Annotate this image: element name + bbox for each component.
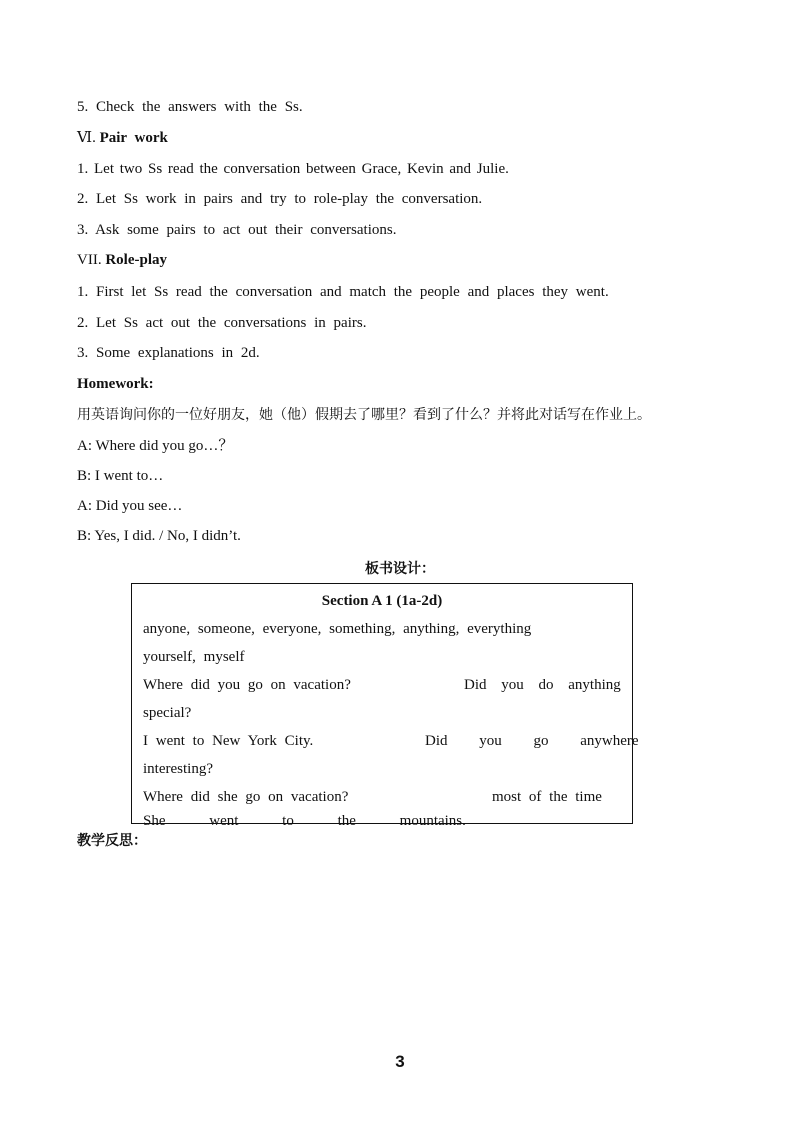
teaching-reflection-heading: 教学反思： [77,833,147,849]
board-row-right: Did you do anything [464,677,621,693]
board-row: I went to New York City. [143,733,314,749]
instruction-line: 2. Let Ss act out the conversations in pairs. [77,315,367,331]
board-row-clipped: She went to the mountains. [143,813,466,829]
board-row-right: most of the time [492,789,602,805]
section-number: VII. [77,252,102,268]
section-heading-pair-work [77,129,168,147]
instruction-line: 1. First let Ss read the conversation and match the people and places they went. [77,284,609,300]
homework-heading: Homework: [77,376,154,392]
board-row: interesting? [143,761,213,777]
section-heading-role-play [77,251,167,269]
board-row: special? [143,705,192,721]
section-title: Pair work [99,130,168,146]
instruction-line: 3. Ask some pairs to act out their conversations. [77,222,397,238]
board-row: yourself, myself [143,649,245,665]
board-row-right: Did you go anywhere [425,733,639,749]
homework-instruction: 用英语询问你的一位好朋友，她（他）假期去了哪里？看到了什么？并将此对话写在作业上。 [77,407,651,423]
instruction-line: 5. Check the answers with the Ss. [77,99,303,115]
instruction-line: 3. Some explanations in 2d. [77,345,260,361]
dialogue-line: A: Where did you go…？ [77,438,234,454]
dialogue-line: B: I went to… [77,468,164,484]
section-number: Ⅵ. [77,130,96,146]
dialogue-line: A: Did you see… [77,498,183,514]
board-row: anyone, someone, everyone, something, anything, everything [143,621,532,637]
page-number: 3 [395,1052,405,1071]
board-row: Where did she go on vacation? [143,789,349,805]
instruction-line: 2. Let Ss work in pairs and try to role-play the conversation. [77,191,483,207]
board-design-box [131,583,639,829]
board-design-heading: 板书设计： [365,561,435,577]
instruction-line: 1. Let two Ss read the conversation between Grace, Kevin and Julie. [77,161,509,177]
section-title: Role-play [105,252,167,268]
board-row: Where did you go on vacation? [143,677,351,693]
board-title: Section A 1 (1a-2d) [321,593,443,609]
dialogue-line: B: Yes, I did. / No, I didn’t. [77,528,241,544]
